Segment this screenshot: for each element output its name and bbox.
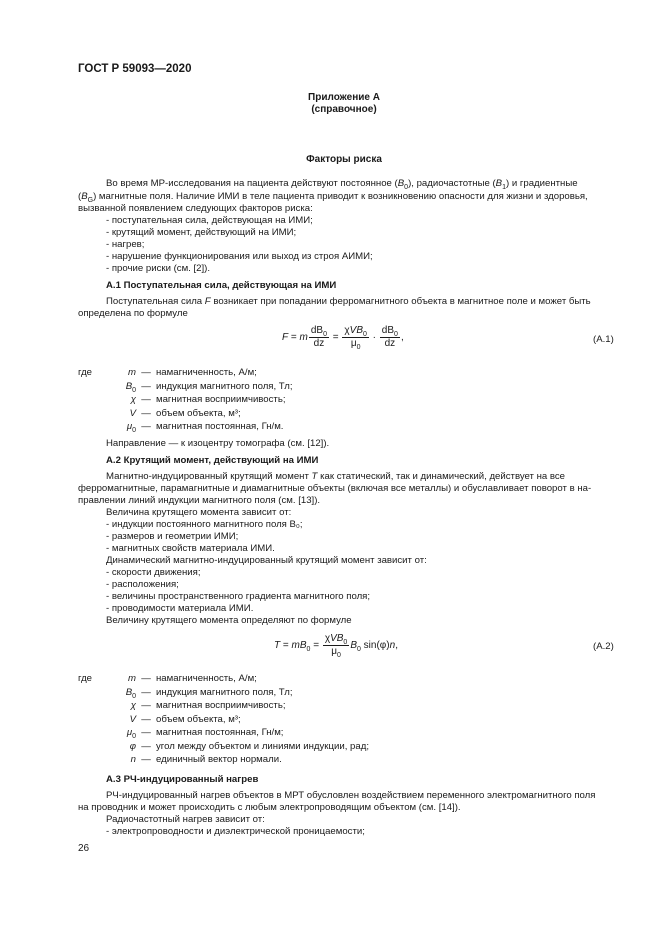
section-heading-a2: А.2 Крутящий момент, действующий на ИМИ — [106, 455, 319, 466]
main-title: Факторы риска — [306, 154, 382, 165]
legend-symbol: $\mu_0$ — [126, 421, 136, 434]
formula-a1: F = m $\frac{dB_0}{dz}$ = $\frac{\chi VB_0}{\mu_0}$ · $\frac{dB_0}{dz}$ , — [282, 325, 404, 351]
a3-para-line-1: РЧ-индуцированный нагрев объектов в МРТ обусловлен воздействием переменного электромагнитного поля — [106, 790, 596, 801]
a1-para-line-1: Поступательная сила F возникает при попадании ферромагнитного объекта в магнитное поле и может быть — [106, 296, 591, 307]
a3-para-line-2: на проводник и может происходить с любым электропроводящим объектом (см. [14]). — [78, 802, 461, 813]
list-item: - величины пространственного градиента магнитного поля; — [106, 591, 371, 602]
a3-para-2: Радиочастотный нагрев зависит от: — [106, 814, 265, 825]
legend-row — [78, 394, 378, 407]
legend-text: магнитная восприимчивость; — [156, 700, 286, 711]
list-item: - магнитных свойств материала ИМИ. — [106, 543, 275, 554]
list-item: - поступательная сила, действующая на ИМИ; — [106, 215, 313, 226]
legend-text: магнитная восприимчивость; — [156, 394, 286, 405]
legend-row — [78, 421, 378, 434]
legend-symbol: $B_0$ — [125, 686, 136, 700]
legend-symbol: φ — [129, 740, 136, 752]
legend-symbol: V — [129, 407, 136, 419]
legend-row — [78, 381, 378, 394]
a2-para-line-3: правлении линий индукции магнитного поля (см. [13]). — [78, 495, 321, 506]
legend-dash: — — [141, 686, 151, 698]
legend-symbol: V — [129, 713, 136, 725]
document-id: ГОСТ Р 59093—2020 — [78, 63, 192, 75]
legend-dash: — — [141, 407, 151, 419]
legend-dash: — — [141, 673, 151, 684]
legend-row — [78, 673, 378, 686]
a2-para-line-2: ферромагнитные, парамагнитные и диамагнитные объекты (включая все металлы) и обуславливает поворот в на- — [78, 483, 592, 494]
legend-dash: — — [141, 700, 151, 711]
equation-number-a1: (А.1) — [593, 334, 614, 345]
legend-symbol: χ — [130, 394, 136, 405]
list-item: - прочие риски (см. [2]). — [106, 263, 211, 274]
a1-direction: Направление — к изоцентру томографа (см. [12]). — [106, 438, 330, 449]
legend-text: единичный вектор нормали. — [156, 754, 282, 765]
intro-line-1: Во время МР-исследования на пациента действуют постоянное $(B_0)$, радиочастотные $(B_1)$ и градиентные — [106, 178, 578, 191]
legend-row — [78, 714, 378, 727]
section-heading-a1: А.1 Поступательная сила, действующая на ИМИ — [106, 280, 337, 291]
legend-dash: — — [141, 367, 151, 378]
legend-row — [78, 687, 378, 700]
legend-dash: — — [141, 740, 151, 752]
equation-number-a2: (А.2) — [593, 641, 614, 652]
annex-title: Приложение А — [308, 92, 380, 103]
a2-para-3: Динамический магнитно-индуцированный крутящий момент зависит от: — [106, 555, 427, 566]
legend-symbol: m — [128, 673, 136, 684]
legend-symbol: m — [128, 367, 136, 378]
list-item: - расположения; — [106, 579, 179, 590]
legend-row — [78, 741, 378, 754]
annex-subtitle: (справочное) — [311, 104, 377, 115]
intro-line-3: вызванной появлением следующих факторов риска: — [78, 203, 313, 214]
legend-text: объем объекта, м³; — [156, 713, 241, 725]
legend-label: где — [78, 367, 93, 378]
legend-text: индукция магнитного поля, Тл; — [156, 686, 293, 698]
legend-text: магнитная постоянная, Гн/м; — [156, 727, 284, 738]
legend-symbol: χ — [130, 700, 136, 711]
a2-para-2: Величина крутящего момента зависит от: — [106, 507, 292, 518]
legend-text: индукция магнитного поля, Тл; — [156, 380, 293, 392]
list-item: - размеров и геометрии ИМИ; — [106, 531, 239, 542]
legend-text: намагниченность, А/м; — [156, 367, 257, 378]
a2-para-4: Величину крутящего момента определяют по формуле — [106, 615, 352, 626]
legend-text: магнитная постоянная, Гн/м. — [156, 421, 284, 432]
page-number: 26 — [78, 843, 90, 854]
list-item: - электропроводности и диэлектрической проницаемости; — [106, 826, 365, 837]
list-item: - индукции постоянного магнитного поля B₀; — [106, 519, 303, 530]
legend-text: угол между объектом и линиями индукции, рад; — [156, 740, 369, 752]
legend-dash: — — [141, 727, 151, 738]
intro-line-2: $(B_G)$ магнитные поля. Наличие ИМИ в теле пациента приводит к возникновению опасности для жизни и здоровья, — [78, 191, 588, 204]
list-item: - проводимости материала ИМИ. — [106, 603, 254, 614]
legend-text: объем объекта, м³; — [156, 407, 241, 419]
legend-symbol: $\mu_0$ — [126, 727, 136, 740]
legend-row — [78, 754, 378, 767]
a1-para-line-2: определена по формуле — [78, 308, 188, 319]
legend-dash: — — [141, 713, 151, 725]
legend-dash: — — [141, 380, 151, 392]
legend-row — [78, 727, 378, 740]
legend-dash: — — [141, 421, 151, 432]
legend-label: где — [78, 673, 93, 684]
legend-row — [78, 700, 378, 713]
legend-symbol: n — [130, 754, 136, 765]
legend-dash: — — [141, 394, 151, 405]
legend-row — [78, 367, 378, 380]
legend-row — [78, 408, 378, 421]
a2-para-line-1: Магнитно-индуцированный крутящий момент T как статический, так и динамический, действует на все — [106, 471, 566, 482]
legend-text: намагниченность, А/м; — [156, 673, 257, 684]
list-item: - крутящий момент, действующий на ИМИ; — [106, 227, 297, 238]
section-heading-a3: А.3 РЧ-индуцированный нагрев — [106, 774, 259, 785]
legend-symbol: $B_0$ — [125, 380, 136, 394]
legend-dash: — — [141, 754, 151, 765]
formula-a2: $T = mB_0$ = $\frac{\chi VB_0}{\mu_0}$ $B_0$ sin(φ)n, — [274, 633, 398, 659]
list-item: - нагрев; — [106, 239, 145, 250]
list-item: - скорости движения; — [106, 567, 201, 578]
list-item: - нарушение функционирования или выход из строя АИМИ; — [106, 251, 373, 262]
